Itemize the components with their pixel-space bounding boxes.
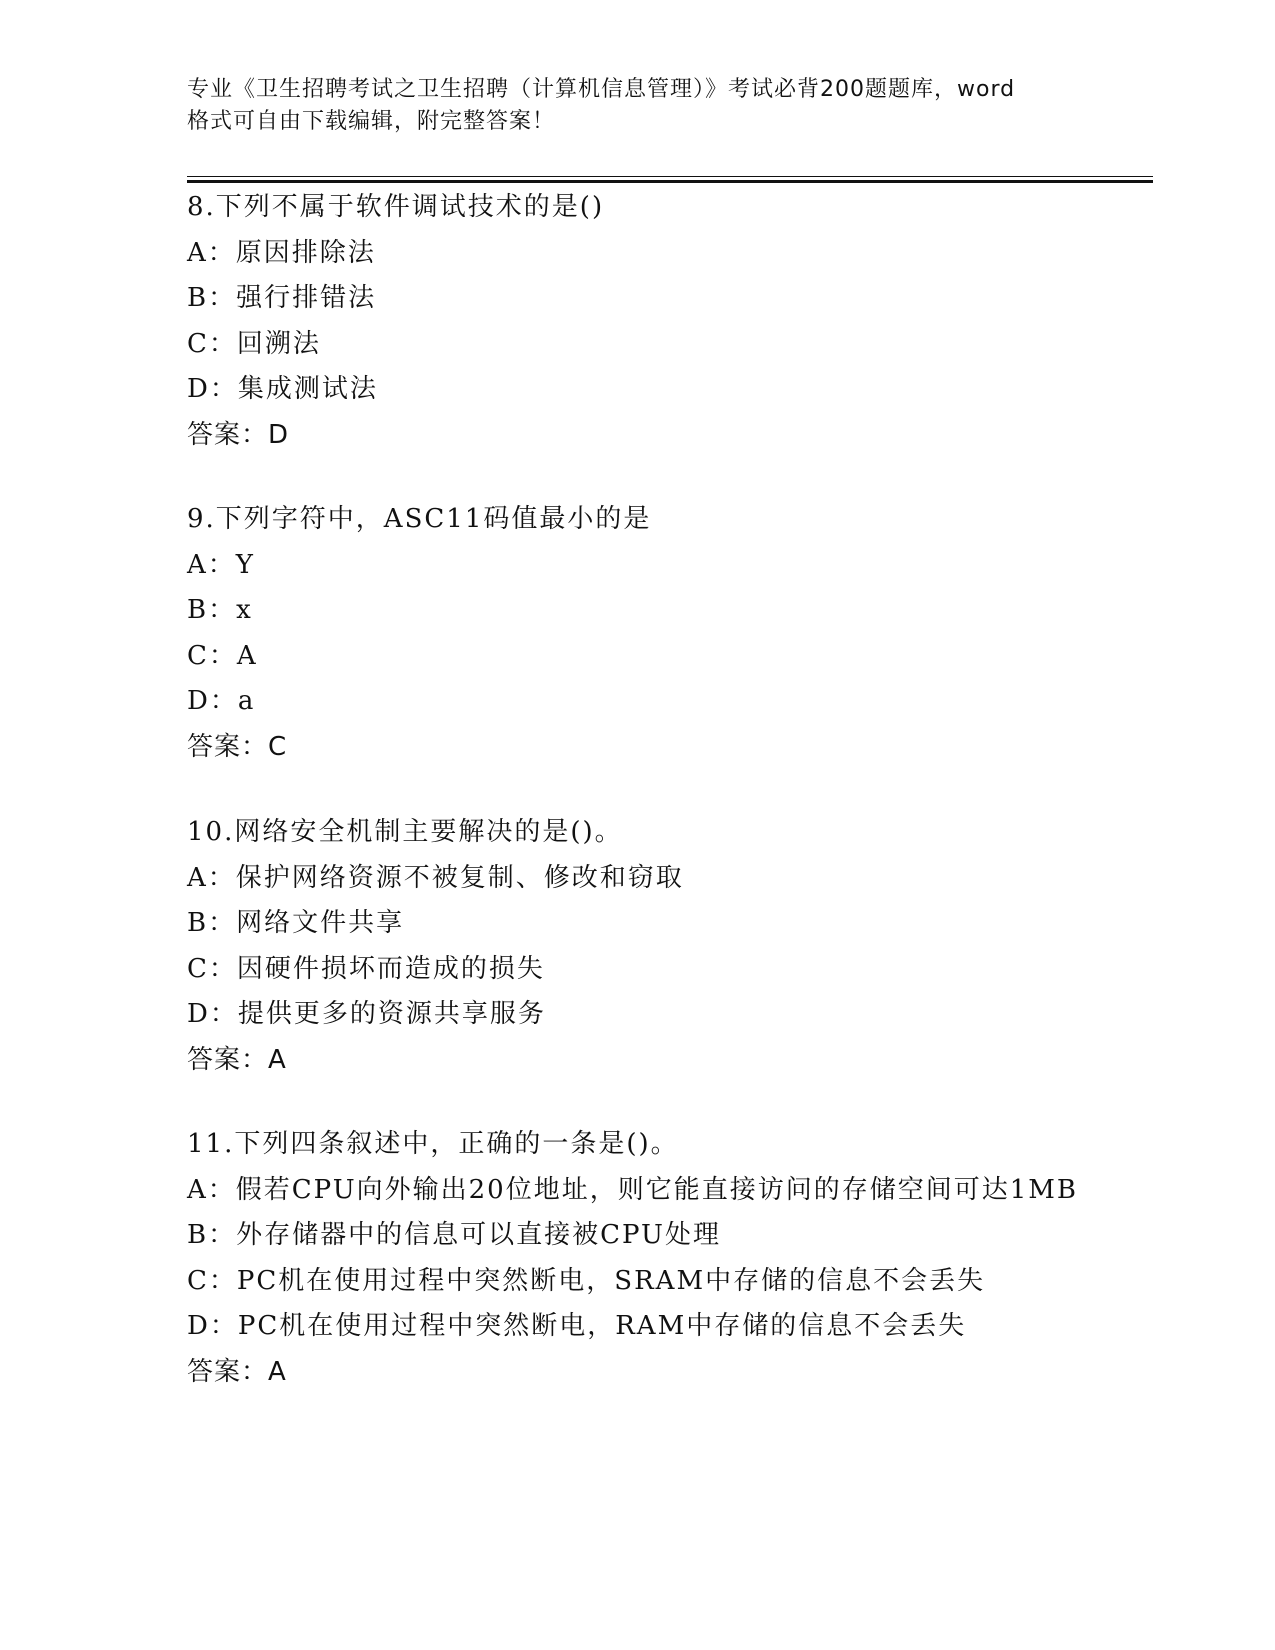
answer-label: 答案：D [187,419,290,450]
option-c: C：PC机在使用过程中突然断电，SRAM中存储的信息不会丢失 [187,1265,986,1296]
question-stem: 11.下列四条叙述中，正确的一条是()。 [187,1129,679,1159]
option-d: D：集成测试法 [187,374,378,404]
question-stem: 10.网络安全机制主要解决的是()。 [187,817,623,847]
option-a: A：保护网络资源不被复制、修改和窃取 [187,862,684,893]
answer-label: 答案：A [187,1356,287,1387]
header-rule-thin [187,176,1153,177]
option-d: D：a [187,686,256,716]
question-block-11 [187,1122,1167,1395]
document-header [187,74,1087,138]
option-d: D：PC机在使用过程中突然断电，RAM中存储的信息不会丢失 [187,1311,967,1341]
option-a: A：Y [187,549,255,580]
option-a: A：原因排除法 [187,237,376,268]
option-b: B：x [187,595,253,625]
option-b: B：外存储器中的信息可以直接被CPU处理 [187,1220,721,1250]
option-c: C：因硬件损坏而造成的损失 [187,953,545,984]
question-block-9 [187,497,1167,770]
header-rule-thick [187,180,1153,183]
option-b: B：网络文件共享 [187,908,405,938]
option-d: D：提供更多的资源共享服务 [187,999,546,1029]
option-c: C：回溯法 [187,328,321,359]
header-line-2: 格式可自由下载编辑，附完整答案！ [187,109,556,134]
option-b: B：强行排错法 [187,283,377,313]
answer-label: 答案：C [187,731,288,762]
question-block-8 [187,185,1167,458]
question-stem: 8.下列不属于软件调试技术的是() [187,192,605,222]
question-block-10 [187,810,1167,1083]
answer-label: 答案：A [187,1044,287,1075]
question-stem: 9.下列字符中，ASC11码值最小的是 [187,504,652,534]
header-line-1: 专业《卫生招聘考试之卫生招聘（计算机信息管理）》考试必背200题题库，word [187,77,1016,102]
option-c: C：A [187,640,258,671]
option-a: A：假若CPU向外输出20位地址，则它能直接访问的存储空间可达1MB [187,1174,1078,1205]
